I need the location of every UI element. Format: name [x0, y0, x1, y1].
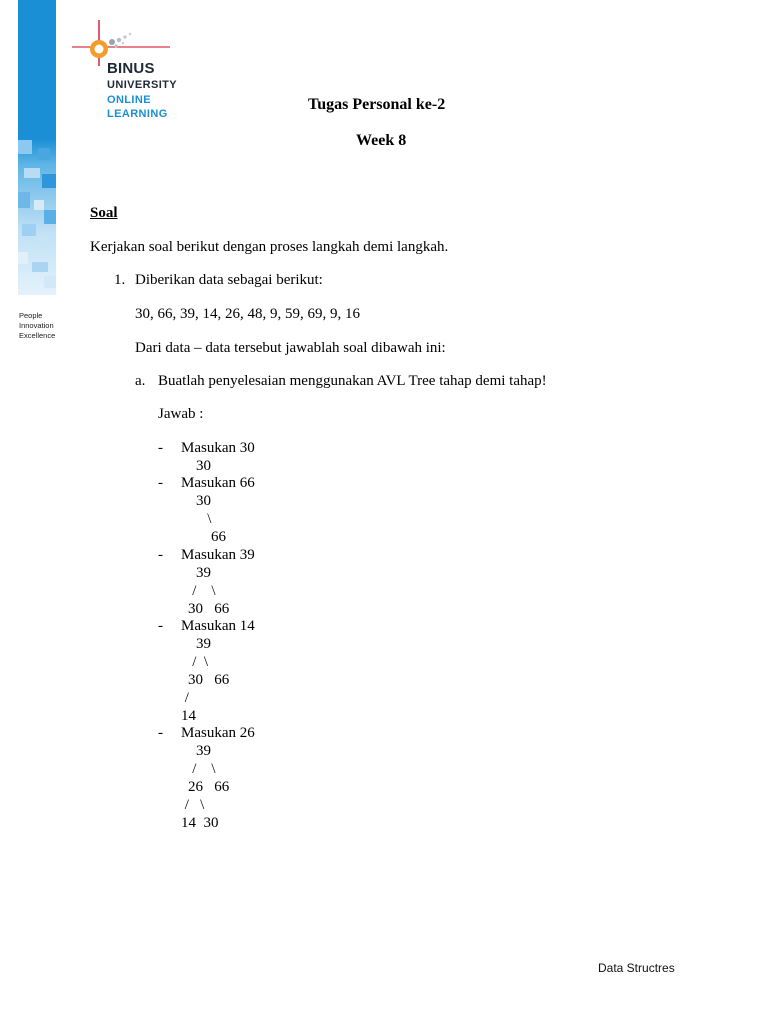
document-subtitle: Week 8	[356, 132, 407, 149]
tree-line: \	[181, 511, 212, 527]
tree-line: 14 30	[181, 815, 219, 831]
step-bullet: -	[158, 547, 163, 563]
tree-line: / \	[181, 761, 216, 777]
step-label: Masukan 26	[181, 725, 255, 741]
data-prompt: Dari data – data tersebut jawablah soal dibawah ini:	[135, 340, 446, 356]
tree-line: 14	[181, 708, 196, 724]
section-heading: Soal	[90, 205, 118, 221]
binus-logo	[72, 16, 184, 126]
page-footer: Data Structres	[598, 961, 675, 975]
step-label: Masukan 66	[181, 475, 255, 491]
instruction-text: Kerjakan soal berikut dengan proses langkah demi langkah.	[90, 239, 449, 255]
logo-online: ONLINE	[107, 94, 151, 106]
tree-line: / \	[181, 583, 216, 599]
logo-learning: LEARNING	[107, 108, 168, 120]
sub-question-text: Buatlah penyelesaian menggunakan AVL Tree tahap demi tahap!	[158, 373, 547, 389]
sub-question-letter: a.	[135, 373, 146, 389]
step-bullet: -	[158, 440, 163, 456]
tree-line: 30 66	[188, 601, 230, 617]
tagline-innovation: Innovation	[19, 321, 54, 330]
logo-binus: BINUS	[107, 60, 155, 77]
sidebar-mosaic	[18, 140, 56, 295]
document-title: Tugas Personal ke-2	[308, 96, 446, 113]
step-bullet: -	[158, 725, 163, 741]
tree-line: 66	[181, 529, 226, 545]
tree-line: 26 66	[188, 779, 230, 795]
tagline-people: People	[19, 311, 43, 320]
tree-line: 30	[181, 458, 211, 474]
step-bullet: -	[158, 475, 163, 491]
tree-line: 39	[181, 636, 211, 652]
tree-line: 30	[181, 493, 211, 509]
tree-line: 30 66	[188, 672, 230, 688]
step-label: Masukan 14	[181, 618, 255, 634]
logo-university: UNIVERSITY	[107, 79, 178, 91]
data-values: 30, 66, 39, 14, 26, 48, 9, 59, 69, 9, 16	[135, 306, 360, 322]
step-label: Masukan 39	[181, 547, 255, 563]
question-number: 1.	[114, 272, 126, 288]
tree-line: / \	[181, 797, 205, 813]
step-bullet: -	[158, 618, 163, 634]
tree-line: / \	[181, 654, 209, 670]
step-label: Masukan 30	[181, 440, 255, 456]
tagline-excellence: Excellence	[19, 331, 56, 340]
question-text: Diberikan data sebagai berikut:	[135, 272, 323, 288]
logo-emblem-icon	[72, 16, 184, 66]
answer-label: Jawab :	[158, 406, 204, 422]
tree-line: 39	[181, 565, 211, 581]
tree-line: 39	[181, 743, 211, 759]
tree-line: /	[181, 690, 189, 706]
tagline	[19, 311, 55, 341]
